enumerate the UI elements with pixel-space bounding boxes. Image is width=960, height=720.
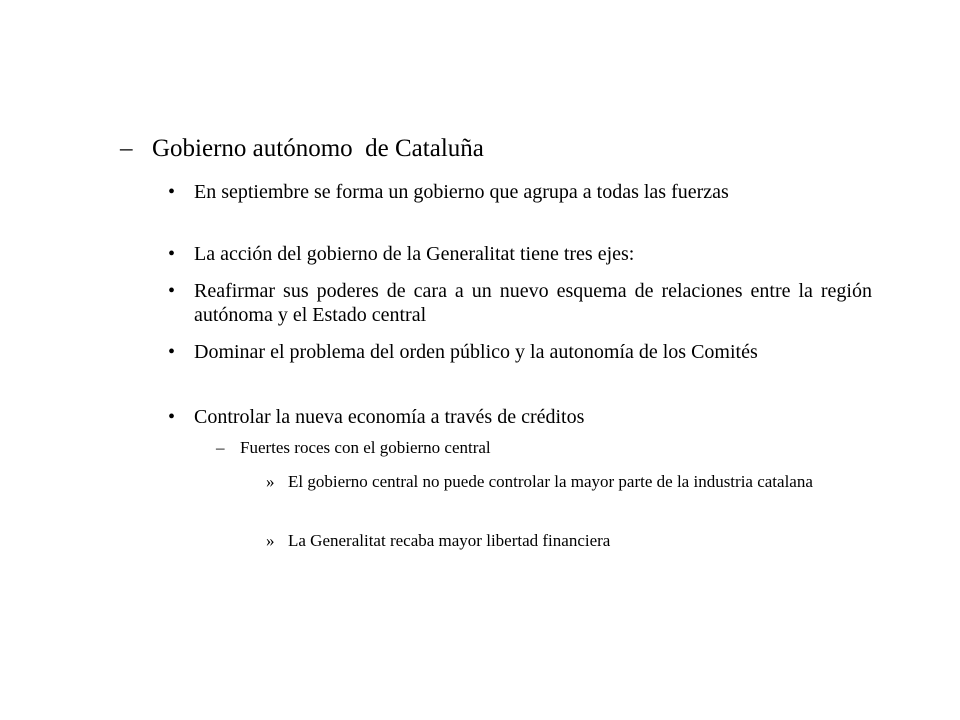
bullet-marker: • [168,406,176,428]
bullet-item [168,279,872,327]
heading [120,134,880,164]
sub-item-text: Fuertes roces con el gobierno central [240,438,491,457]
bullet-marker: • [168,280,176,302]
bullet-text: Controlar la nueva economía a través de créditos [194,406,585,428]
bullet-text: Reafirmar sus poderes de cara a un nuevo esquema de relaciones entre la región autónoma y el Estado central [194,280,872,326]
bullet-item [168,405,872,429]
bullet-text: La acción del gobierno de la Generalitat tiene tres ejes: [194,243,635,265]
bullet-text: Dominar el problema del orden público y la autonomía de los Comités [194,341,758,363]
sub-sub-item [266,471,872,492]
sub-sub-item-text: El gobierno central no puede controlar la mayor parte de la industria catalana [288,472,813,491]
dash-marker: – [120,135,133,162]
bullet-item [168,242,872,266]
bullet-item [168,180,872,204]
bullet-marker: • [168,243,176,265]
raquo-marker: » [266,531,275,550]
bullet-marker: • [168,181,176,203]
sub-item [216,437,872,458]
dash-marker: – [216,438,225,457]
bullet-marker: • [168,341,176,363]
bullet-text: En septiembre se forma un gobierno que agrupa a todas las fuerzas [194,181,729,203]
sub-sub-item [266,530,872,551]
sub-sub-item-text: La Generalitat recaba mayor libertad financiera [288,531,611,550]
bullet-item [168,340,872,364]
heading-text: Gobierno autónomo de Cataluña [152,135,484,162]
raquo-marker: » [266,472,275,491]
